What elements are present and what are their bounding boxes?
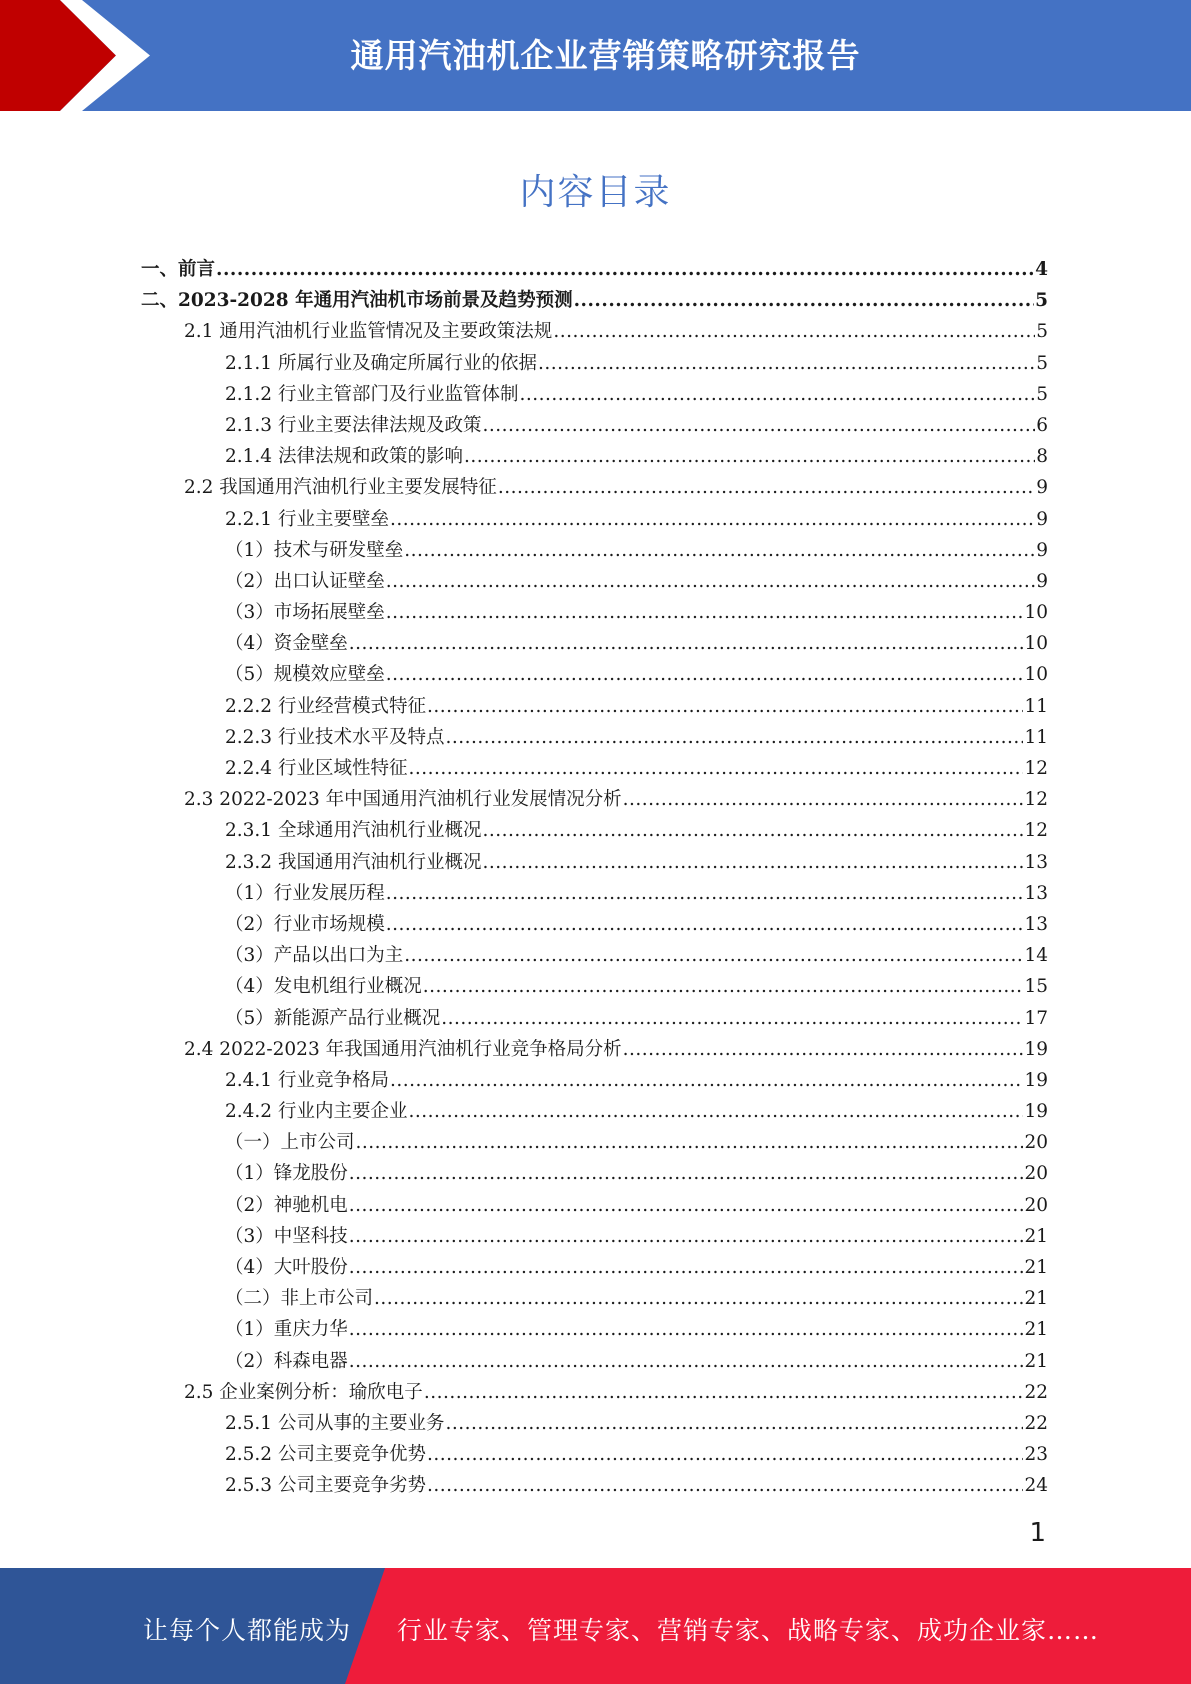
toc-entry-page: 10	[1024, 664, 1048, 686]
toc-entry-page: 9	[1036, 539, 1048, 561]
toc-entry[interactable]	[141, 1158, 1048, 1189]
toc-entry-label: （1）锋龙股份	[225, 1163, 348, 1185]
toc-entry-page: 15	[1024, 976, 1048, 998]
toc-dot-leader	[349, 1221, 1024, 1252]
report-title: 通用汽油机企业营销策略研究报告	[350, 36, 861, 75]
toc-dot-leader	[386, 597, 1024, 628]
toc-entry[interactable]	[141, 1377, 1048, 1408]
toc-entry[interactable]	[141, 379, 1048, 410]
toc-entry-label: 2.1.2 行业主管部门及行业监管体制	[225, 383, 519, 405]
toc-entry-page: 19	[1024, 1101, 1048, 1123]
toc-entry-page: 12	[1024, 758, 1048, 779]
toc-entry[interactable]	[141, 1221, 1048, 1252]
toc-entry-page: 19	[1024, 1069, 1048, 1091]
toc-entry[interactable]	[141, 1096, 1048, 1127]
toc-entry-label: （一）上市公司	[225, 1132, 355, 1154]
toc-entry[interactable]	[141, 348, 1048, 379]
toc-dot-leader	[216, 254, 1034, 285]
toc-entry-page: 9	[1036, 477, 1048, 499]
toc-dot-leader	[349, 1314, 1024, 1345]
toc-entry-label: （二）非上市公司	[225, 1288, 374, 1310]
toc-entry-page: 12	[1024, 789, 1048, 811]
toc-dot-leader	[390, 1065, 1023, 1096]
toc-entry-label: 2.1 通用汽油机行业监管情况及主要政策法规	[184, 321, 553, 343]
toc-entry[interactable]	[141, 1252, 1048, 1283]
toc-entry-label: 2.5 企业案例分析：瑜欣电子	[184, 1381, 423, 1403]
toc-dot-leader	[349, 628, 1024, 659]
toc-dot-leader	[482, 410, 1035, 441]
toc-entry-page: 9	[1036, 570, 1048, 592]
toc-entry-page: 11	[1024, 726, 1048, 748]
toc-entry-page: 22	[1024, 1412, 1048, 1434]
toc-entry-label: （2）出口认证壁垒	[225, 570, 385, 592]
toc-entry[interactable]	[141, 472, 1048, 503]
toc-entry-label: （2）行业市场规模	[225, 913, 385, 935]
toc-entry[interactable]	[141, 1034, 1048, 1065]
toc-dot-leader	[404, 940, 1023, 971]
toc-entry[interactable]	[141, 1439, 1048, 1470]
toc-entry-label: 2.4 2022-2023 年我国通用汽油机行业竞争格局分析	[184, 1038, 622, 1060]
toc-entry[interactable]	[141, 878, 1048, 909]
toc-entry-label: （3）市场拓展壁垒	[225, 602, 385, 624]
toc-entry[interactable]	[141, 535, 1048, 566]
toc-heading: 内容目录	[519, 172, 672, 213]
toc-entry-label: 2.4.1 行业竞争格局	[225, 1069, 389, 1091]
toc-entry-page: 21	[1024, 1257, 1048, 1278]
toc-entry[interactable]	[141, 1283, 1048, 1314]
toc-dot-leader	[427, 1439, 1023, 1470]
toc-entry-label: 2.1.4 法律法规和政策的影响	[225, 446, 463, 468]
toc-dot-leader	[349, 1158, 1024, 1189]
toc-dot-leader	[482, 847, 1023, 878]
toc-entry-label: 2.1.1 所属行业及确定所属行业的依据	[225, 352, 537, 374]
toc-entry-page: 21	[1024, 1225, 1048, 1247]
toc-entry-page: 17	[1024, 1007, 1048, 1029]
toc-dot-leader	[349, 1346, 1024, 1377]
toc-entry[interactable]	[141, 691, 1048, 722]
toc-dot-leader	[349, 1252, 1024, 1283]
toc-entry-page: 23	[1024, 1444, 1048, 1466]
toc-entry-page: 20	[1024, 1194, 1048, 1216]
toc-entry-label: 2.1.3 行业主要法律法规及政策	[225, 414, 482, 436]
toc-dot-leader	[427, 691, 1023, 722]
toc-dot-leader	[349, 1190, 1024, 1221]
toc-dot-leader	[574, 285, 1035, 316]
toc-entry-page: 12	[1024, 820, 1048, 842]
toc-entry-page: 13	[1024, 851, 1048, 873]
toc-entry-label: 2.2.1 行业主要壁垒	[225, 508, 389, 530]
toc-entry-label: 2.2 我国通用汽油机行业主要发展特征	[184, 477, 497, 499]
toc-entry[interactable]	[141, 1408, 1048, 1439]
toc-dot-leader	[424, 1377, 1024, 1408]
toc-entry-label: 2.5.3 公司主要竞争劣势	[225, 1475, 426, 1497]
toc-entry[interactable]	[141, 1470, 1048, 1501]
toc-entry[interactable]	[141, 1065, 1048, 1096]
toc-entry-page: 5	[1036, 383, 1048, 405]
toc-dot-leader	[408, 1096, 1023, 1127]
toc-entry-label: 2.3.1 全球通用汽油机行业概况	[225, 820, 482, 842]
toc-entry[interactable]	[141, 1190, 1048, 1221]
toc-dot-leader	[374, 1283, 1023, 1314]
toc-entry-page: 6	[1036, 414, 1048, 436]
toc-entry[interactable]	[141, 753, 1048, 784]
toc-entry-page: 9	[1036, 508, 1048, 530]
toc-entry-page: 19	[1024, 1038, 1048, 1060]
toc-entry[interactable]	[141, 504, 1048, 535]
report-header-band	[0, 0, 1191, 111]
toc-entry-label: （4）发电机组行业概况	[225, 976, 422, 998]
toc-entry-label: （4）大叶股份	[225, 1257, 348, 1278]
toc-entry-page: 21	[1024, 1288, 1048, 1310]
toc-entry-page: 10	[1024, 633, 1048, 655]
toc-entry-label: 2.3.2 我国通用汽油机行业概况	[225, 851, 482, 873]
toc-entry-label: 2.2.3 行业技术水平及特点	[225, 726, 445, 748]
toc-entry-label: （2）神驰机电	[225, 1194, 348, 1216]
toc-entry-page: 5	[1036, 321, 1048, 343]
toc-entry[interactable]	[141, 597, 1048, 628]
toc-dot-leader	[464, 441, 1035, 472]
toc-entry-page: 14	[1024, 945, 1048, 967]
toc-entry-label: 二、2023-2028 年通用汽油机市场前景及趋势预测	[141, 290, 573, 312]
toc-dot-leader	[423, 971, 1024, 1002]
footer-slogan-left: 让每个人都能成为	[143, 1616, 352, 1645]
table-of-contents	[141, 254, 1048, 1502]
footer-band	[0, 1568, 1191, 1684]
toc-entry-label: 2.5.2 公司主要竞争优势	[225, 1444, 426, 1466]
toc-dot-leader	[538, 348, 1035, 379]
toc-entry[interactable]	[141, 971, 1048, 1002]
toc-entry[interactable]	[141, 1314, 1048, 1345]
toc-dot-leader	[390, 504, 1035, 535]
toc-dot-leader	[553, 316, 1035, 347]
toc-entry-label: （5）新能源产品行业概况	[225, 1007, 441, 1029]
toc-entry[interactable]	[141, 441, 1048, 472]
toc-entry-label: （3）中坚科技	[225, 1225, 348, 1247]
toc-entry[interactable]	[141, 784, 1048, 815]
toc-entry-label: 2.4.2 行业内主要企业	[225, 1101, 408, 1123]
toc-entry[interactable]	[141, 659, 1048, 690]
toc-entry[interactable]	[141, 847, 1048, 878]
toc-dot-leader	[427, 1470, 1023, 1501]
toc-entry-label: 2.2.2 行业经营模式特征	[225, 695, 426, 717]
toc-entry-label: 2.5.1 公司从事的主要业务	[225, 1412, 445, 1434]
toc-entry-label: （1）技术与研发壁垒	[225, 539, 404, 561]
footer-slogan-right: 行业专家、管理专家、营销专家、战略专家、成功企业家……	[397, 1616, 1100, 1645]
toc-entry-label: （4）资金壁垒	[225, 633, 348, 655]
toc-entry[interactable]	[141, 285, 1048, 316]
toc-dot-leader	[498, 472, 1035, 503]
toc-entry-label: （1）重庆力华	[225, 1319, 348, 1341]
toc-entry[interactable]	[141, 628, 1048, 659]
toc-entry[interactable]	[141, 815, 1048, 846]
toc-dot-leader	[386, 878, 1024, 909]
toc-dot-leader	[519, 379, 1035, 410]
toc-entry-page: 11	[1024, 695, 1048, 717]
toc-entry-page: 10	[1024, 602, 1048, 624]
toc-entry-page: 24	[1024, 1475, 1048, 1497]
toc-entry-label: 一、前言	[141, 259, 216, 280]
toc-dot-leader	[386, 659, 1024, 690]
toc-entry[interactable]	[141, 940, 1048, 971]
toc-dot-leader	[441, 1003, 1023, 1034]
toc-dot-leader	[445, 1408, 1023, 1439]
toc-entry-label: 2.3 2022-2023 年中国通用汽油机行业发展情况分析	[184, 789, 622, 811]
toc-entry[interactable]	[141, 1003, 1048, 1034]
toc-entry-label: （5）规模效应壁垒	[225, 664, 385, 686]
toc-entry-page: 22	[1024, 1381, 1048, 1403]
toc-dot-leader	[445, 722, 1023, 753]
toc-entry[interactable]	[141, 254, 1048, 285]
toc-entry-label: （1）行业发展历程	[225, 882, 385, 904]
toc-entry[interactable]	[141, 316, 1048, 347]
toc-entry-label: （3）产品以出口为主	[225, 945, 404, 967]
toc-dot-leader	[623, 784, 1024, 815]
toc-dot-leader	[356, 1127, 1024, 1158]
toc-entry[interactable]	[141, 722, 1048, 753]
toc-entry[interactable]	[141, 1346, 1048, 1377]
toc-entry[interactable]	[141, 566, 1048, 597]
toc-dot-leader	[404, 535, 1035, 566]
toc-entry-page: 5	[1036, 352, 1048, 374]
toc-entry-label: （2）科森电器	[225, 1350, 348, 1372]
toc-dot-leader	[386, 566, 1035, 597]
toc-entry[interactable]	[141, 909, 1048, 940]
toc-entry-page: 21	[1024, 1350, 1048, 1372]
toc-dot-leader	[408, 753, 1023, 784]
toc-dot-leader	[623, 1034, 1024, 1065]
toc-entry[interactable]	[141, 1127, 1048, 1158]
toc-dot-leader	[386, 909, 1024, 940]
toc-entry-page: 20	[1024, 1163, 1048, 1185]
toc-entry[interactable]	[141, 410, 1048, 441]
toc-entry-page: 20	[1024, 1132, 1048, 1154]
toc-entry-page: 4	[1035, 259, 1048, 280]
toc-entry-page: 13	[1024, 913, 1048, 935]
toc-entry-page: 5	[1035, 290, 1048, 312]
toc-entry-label: 2.2.4 行业区域性特征	[225, 758, 408, 779]
toc-entry-page: 13	[1024, 882, 1048, 904]
toc-dot-leader	[482, 815, 1023, 846]
toc-entry-page: 8	[1036, 446, 1048, 468]
page-number: 1	[1029, 1518, 1046, 1548]
toc-entry-page: 21	[1024, 1319, 1048, 1341]
